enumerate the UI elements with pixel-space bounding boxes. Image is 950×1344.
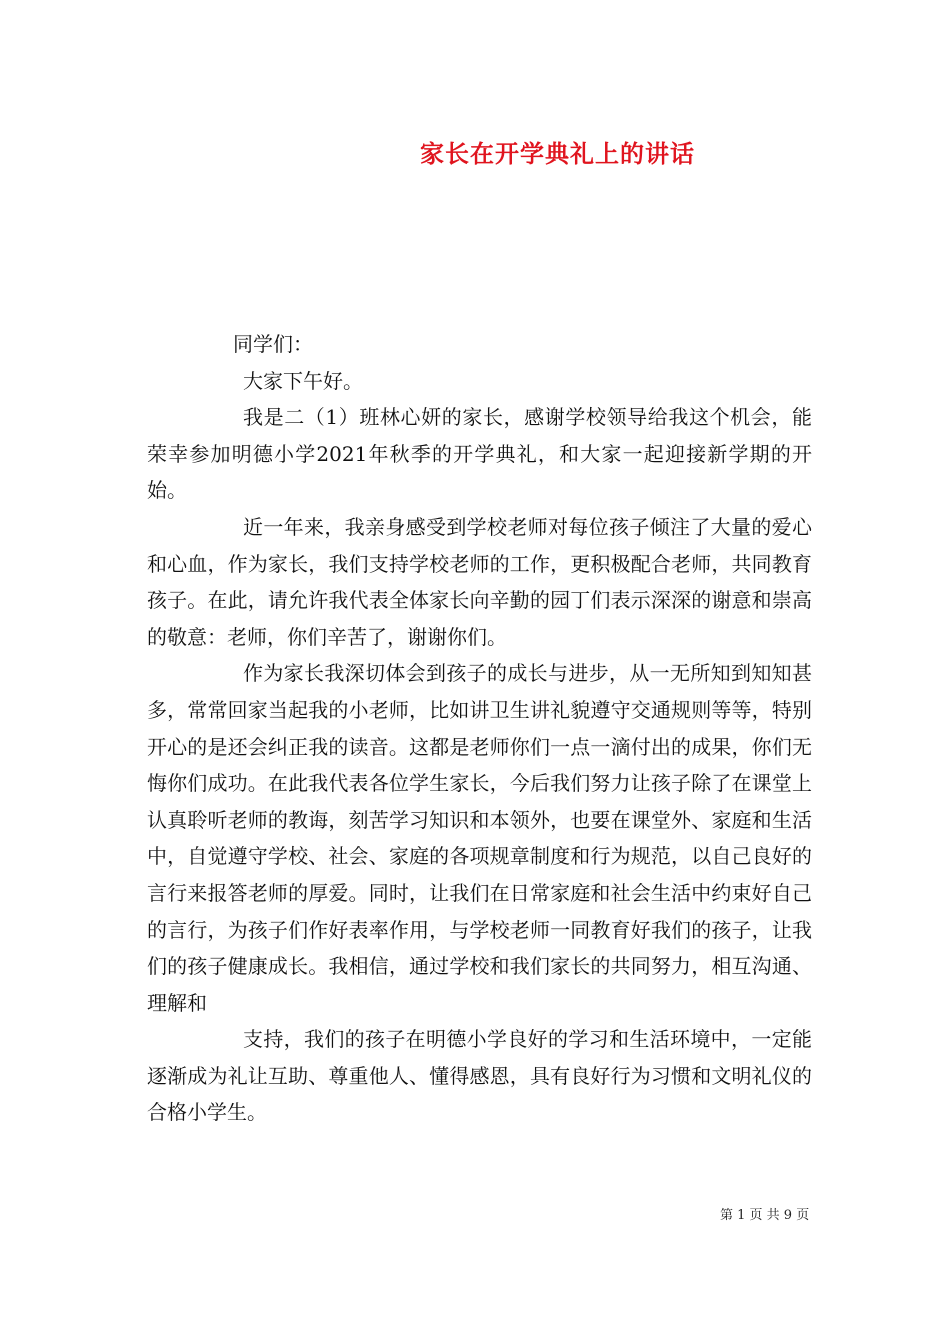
- paragraph-conclusion: 支持，我们的孩子在明德小学良好的学习和生活环境中，一定能逐渐成为礼让互助、尊重他人、懂得感恩，具有良好行为习惯和文明礼仪的合格小学生。: [147, 1027, 812, 1125]
- hello-line: 大家下午好。: [243, 368, 363, 393]
- paragraph-introduction: 我是二（1）班林心妍的家长，感谢学校领导给我这个机会，能荣幸参加明德小学2021年秋季的开学典礼，和大家一起迎接新学期的开始。: [147, 405, 812, 503]
- greeting-line: 同学们：: [233, 332, 313, 356]
- document-body: [147, 326, 812, 1131]
- document-title: 家长在开学典礼上的讲话: [420, 140, 695, 168]
- paragraph-gratitude: 近一年来，我亲身感受到学校老师对每位孩子倾注了大量的爱心和心血，作为家长，我们支持学校老师的工作，更积极配合老师，共同教育孩子。在此，请允许我代表全体家长向辛勤的园丁们表示深深的谢意和崇高的敬意：老师，你们辛苦了，谢谢你们。: [147, 514, 812, 649]
- page-number-footer: 第 1 页 共 9 页: [720, 1208, 810, 1223]
- paragraph-growth: 作为家长我深切体会到孩子的成长与进步，从一无所知到知知甚多，常常回家当起我的小老师，比如讲卫生讲礼貌遵守交通规则等等，特别开心的是还会纠正我的读音。这都是老师你们一点一滴付出的成果，你们无悔你们成功。在此我代表各位学生家长，今后我们努力让孩子除了在课堂上认真聆听老师的教诲，刻苦学习知识和本领外，也要在课堂外、家庭和生活中，自觉遵守学校、社会、家庭的各项规章制度和行为规范，以自己良好的言行来报答老师的厚爱。同时，让我们在日常家庭和社会生活中约束好自己的言行，为孩子们作好表率作用，与学校老师一同教育好我们的孩子，让我们的孩子健康成长。我相信，通过学校和我们家长的共同努力，相互沟通、理解和: [147, 661, 812, 1015]
